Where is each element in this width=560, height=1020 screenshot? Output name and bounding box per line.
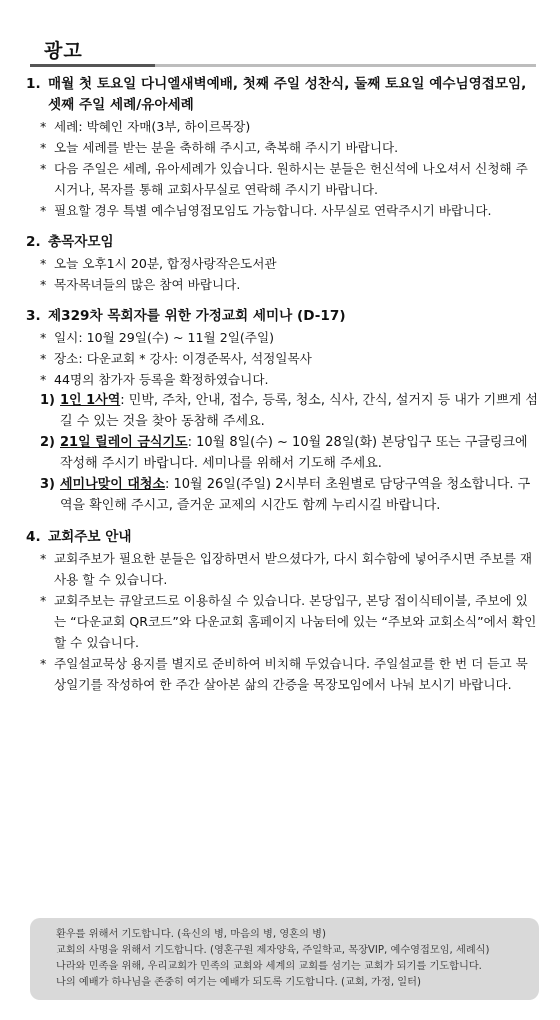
asterisk-icon: * bbox=[40, 119, 47, 134]
section-shepherd-meeting bbox=[26, 232, 538, 295]
list-item: * 목자목녀들의 많은 참여 바랍니다. bbox=[26, 274, 538, 295]
page-title: 광고 bbox=[44, 40, 83, 62]
sub-text: : 10월 26일(주일) 2시부터 초원별로 담당구역을 청소합니다. 구역을 확인해 주시고, 즐거운 교제의 시간도 함께 누리시길 바랍니다. bbox=[60, 477, 531, 513]
asterisk-icon: * bbox=[40, 140, 47, 155]
sub-item bbox=[26, 474, 538, 516]
section-seminar bbox=[26, 306, 538, 516]
asterisk-icon: * bbox=[40, 256, 47, 271]
sub-number: 2) bbox=[40, 435, 55, 450]
sub-text: : 10월 8일(수) ~ 10월 28일(화) 본당입구 또는 구글링크에 작성해 주시기 바랍니다. 세미나를 위해서 기도해 주세요. bbox=[60, 435, 528, 471]
list-item: * 일시: 10월 29일(수) ~ 11월 2일(주일) bbox=[26, 327, 538, 348]
sub-lead: 세미나맞이 대청소 bbox=[60, 477, 165, 492]
sub-text: : 민박, 주차, 안내, 접수, 등록, 청소, 식사, 간식, 설거지 등 내가 기쁘게 섬길 수 있는 것을 찾아 동참해 주세요. bbox=[60, 393, 538, 429]
sub-number: 3) bbox=[40, 477, 55, 492]
asterisk-icon: * bbox=[40, 656, 47, 671]
prayer-line: 나라와 민족을 위해, 우리교회가 민족의 교회와 세계의 교회를 섬기는 교회가 되기를 기도합니다. bbox=[56, 961, 482, 972]
section-number: 1. bbox=[26, 76, 41, 92]
section-number: 2. bbox=[26, 234, 41, 250]
sub-lead: 21일 릴레이 금식기도 bbox=[60, 435, 188, 450]
asterisk-icon: * bbox=[40, 203, 47, 218]
section-title-text: 매월 첫 토요일 다니엘새벽예배, 첫째 주일 성찬식, 둘째 토요일 예수님영접모임, 셋째 주일 세례/유아세례 bbox=[48, 76, 527, 113]
asterisk-icon: * bbox=[40, 330, 47, 345]
prayer-box bbox=[30, 918, 539, 1000]
section-title bbox=[26, 527, 538, 548]
prayer-line: 교회의 사명을 위해서 기도합니다. (영혼구원 제자양육, 주일학교, 목장VIP, 예수영접모임, 세례식) bbox=[56, 945, 490, 956]
sub-lead: 1인 1사역 bbox=[60, 393, 121, 408]
announcements bbox=[26, 74, 538, 706]
list-item: * 주일설교묵상 용지를 별지로 준비하여 비치해 두었습니다. 주일설교를 한 번 더 듣고 묵상일기를 작성하여 한 주간 살아본 삶의 간증을 목장모임에서 나눠 보시기 바랍니다. bbox=[26, 653, 538, 695]
section-number: 4. bbox=[26, 529, 41, 545]
list-item: * 다음 주일은 세례, 유아세례가 있습니다. 원하시는 분들은 헌신석에 나오셔서 신청해 주시거나, 목자를 통해 교회사무실로 연락해 주시기 바랍니다. bbox=[26, 158, 538, 200]
section-title bbox=[26, 232, 538, 253]
asterisk-icon: * bbox=[40, 277, 47, 292]
list-item: * 오늘 세례를 받는 분을 축하해 주시고, 축복해 주시기 바랍니다. bbox=[26, 137, 538, 158]
section-title-text: 제329차 목회자를 위한 가정교회 세미나 (D-17) bbox=[48, 308, 346, 324]
list-item: * 교회주보는 큐알코드로 이용하실 수 있습니다. 본당입구, 본당 접이식테이블, 주보에 있는 “다운교회 QR코드”와 다운교회 홈페이지 나눔터에 있는 “주보와 교회소식”에서 확인할 수 있습니다. bbox=[26, 590, 538, 653]
section-title bbox=[26, 74, 538, 116]
list-item: * 44명의 참가자 등록을 확정하였습니다. bbox=[26, 369, 538, 390]
list-item: * 교회주보가 필요한 분들은 입장하면서 받으셨다가, 다시 회수함에 넣어주시면 주보를 재사용 할 수 있습니다. bbox=[26, 548, 538, 590]
prayer-line: 나의 예배가 하나님을 존중히 여기는 예배가 되도록 기도합니다. (교회, 가정, 일터) bbox=[56, 977, 421, 988]
list-item: * 장소: 다운교회 * 강사: 이경준목사, 석정일목사 bbox=[26, 348, 538, 369]
asterisk-icon: * bbox=[40, 372, 47, 387]
prayer-line: 환우를 위해서 기도합니다. (육신의 병, 마음의 병, 영혼의 병) bbox=[56, 929, 326, 940]
list-item: * 세례: 박혜인 자매(3부, 하이르목장) bbox=[26, 116, 538, 137]
sub-number: 1) bbox=[40, 393, 55, 408]
sub-item bbox=[26, 390, 538, 432]
section-title-text: 교회주보 안내 bbox=[48, 529, 132, 545]
header-divider-accent bbox=[30, 64, 155, 67]
list-item: * 필요할 경우 특별 예수님영접모임도 가능합니다. 사무실로 연락주시기 바랍니다. bbox=[26, 200, 538, 221]
sub-item bbox=[26, 432, 538, 474]
asterisk-icon: * bbox=[40, 593, 47, 608]
section-title bbox=[26, 306, 538, 327]
section-number: 3. bbox=[26, 308, 41, 324]
list-item: * 오늘 오후1시 20분, 합정사랑작은도서관 bbox=[26, 253, 538, 274]
asterisk-icon: * bbox=[40, 161, 47, 176]
section-title-text: 총목자모임 bbox=[48, 234, 114, 250]
section-bulletin-info bbox=[26, 527, 538, 695]
asterisk-icon: * bbox=[40, 351, 47, 366]
asterisk-icon: * bbox=[40, 551, 47, 566]
section-monthly-events bbox=[26, 74, 538, 221]
